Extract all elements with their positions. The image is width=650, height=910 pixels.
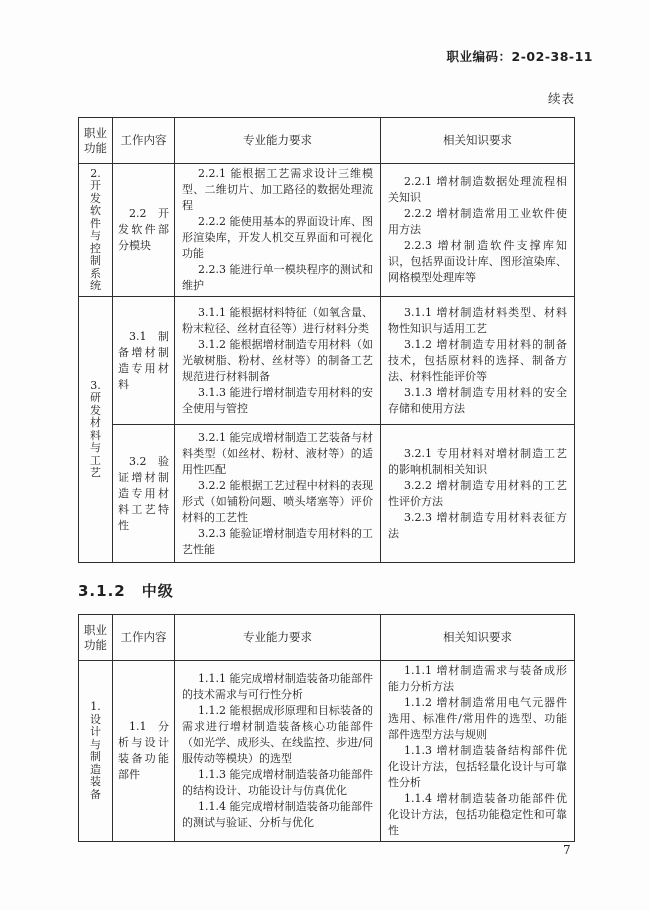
skill-item: 1.1.2 能根据成形原理和目标装备的需求进行增材制造装备核心功能部件（如光学、成形头、在线监控、步进/伺服传动等模块）的选型 [182,704,373,765]
cell-function-dev-software: 2. 开发软件与控制系统 [79,164,113,297]
page-number: 7 [563,843,571,857]
cell-skills-3-1 [175,297,381,425]
skill-item: 3.1.3 能进行增材制造专用材料的安全使用与管控 [182,385,373,415]
skill-item: 3.1.2 能根据增材制造专用材料（如光敏树脂、粉材、丝材等）的制备工艺规范进行材料制备 [182,337,373,383]
col-header-skill-requirements: 专业能力要求 [175,118,381,164]
table-row-materials-3-1 [79,297,575,425]
knowledge-item: 3.2.3 增材制造专用材料表征方法 [388,510,567,540]
skill-item: 2.2.3 能进行单一模块程序的测试和维护 [182,263,373,292]
cell-skills-3-2 [175,425,381,563]
cell-task-3-2: 3.2 验证增材制造专用材料工艺特性 [113,425,175,563]
skill-item: 3.2.3 能验证增材制造专用材料的工艺性能 [182,526,373,556]
table-row-design-equipment [79,661,575,842]
table-continued-header-row [79,118,575,164]
cell-knowledge-3-2 [381,425,575,563]
col-header-occupational-function: 职业功能 [79,615,113,661]
knowledge-item: 2.2.1 增材制造数据处理流程相关知识 [388,175,567,204]
skill-item: 2.2.1 能根据工艺需求设计三维模型、二维切片、加工路径的数据处理流程 [182,167,373,212]
skill-item: 3.2.2 能根据工艺过程中材料的表现形式（如铺粉问题、喷头堵塞等）评价材料的工艺性 [182,478,373,524]
cell-knowledge-1-1 [381,661,575,842]
table-row-dev-software [79,164,575,297]
table-intermediate [78,614,575,842]
cell-knowledge-3-1 [381,297,575,425]
col-header-knowledge-requirements: 相关知识要求 [381,615,575,661]
skill-item: 2.2.2 能使用基本的界面设计库、图形渲染库，开发人机交互界面和可视化功能 [182,215,373,260]
cell-function-design-equipment: 1. 设计与制造装备 [79,661,113,842]
col-header-work-content: 工作内容 [113,615,175,661]
cell-skills-1-1 [175,661,381,842]
col-header-occupational-function: 职业功能 [79,118,113,164]
skill-item: 1.1.4 能完成增材制造装备功能部件的测试与验证、分析与优化 [182,800,373,829]
table-intermediate-header-row [79,615,575,661]
knowledge-item: 2.2.3 增材制造软件支撑库知识，包括界面设计库、图形渲染库、网格模型处理库等 [388,239,567,284]
col-header-work-content: 工作内容 [113,118,175,164]
cell-knowledge-2-2 [381,164,575,297]
cell-skills-2-2 [175,164,381,297]
cell-task-3-1: 3.1 制备增材制造专用材料 [113,297,175,425]
col-header-knowledge-requirements: 相关知识要求 [381,118,575,164]
table-row-materials-3-2 [79,425,575,563]
skill-item: 1.1.3 能完成增材制造装备功能部件的结构设计、功能设计与仿真优化 [182,768,373,797]
knowledge-item: 1.1.3 增材制造装备结构部件优化设计方法，包括轻量化设计与可靠性分析 [388,744,567,789]
continued-table-label: 续表 [547,91,575,106]
cell-task-1-1: 1.1 分析与设计装备功能部件 [113,661,175,842]
skill-item: 3.2.1 能完成增材制造工艺装备与材料类型（如丝材、粉材、液材等）的适用性匹配 [182,430,373,476]
section-heading-intermediate: 3.1.2 中级 [78,582,174,600]
knowledge-item: 1.1.2 增材制造常用电气元器件选用、标准件/常用件的选型、功能部件选型方法与规则 [388,696,567,741]
skill-item: 3.1.1 能根据材料特征（如氧含量、粉末粒径、丝材直径等）进行材料分类 [182,305,373,335]
knowledge-item: 3.2.2 增材制造专用材料的工艺性评价方法 [388,478,567,508]
knowledge-item: 1.1.4 增材制造装备功能部件优化设计方法，包括功能稳定性和可靠性 [388,792,567,837]
knowledge-item: 3.2.1 专用材料对增材制造工艺的影响机制相关知识 [388,446,567,476]
cell-task-2-2: 2.2 开发软件部分模块 [113,164,175,297]
cell-function-rd-materials: 3. 研发材料与工艺 [79,297,113,563]
occupation-code-label: 职业编码：2-02-38-11 [446,49,593,64]
table-continued [78,117,575,563]
knowledge-item: 3.1.3 增材制造专用材料的安全存储和使用方法 [388,385,567,415]
knowledge-item: 2.2.2 增材制造常用工业软件使用方法 [388,207,567,236]
knowledge-item: 1.1.1 增材制造需求与装备成形能力分析方法 [388,664,567,693]
knowledge-item: 3.1.1 增材制造材料类型、材料物性知识与适用工艺 [388,305,567,335]
knowledge-item: 3.1.2 增材制造专用材料的制备技术，包括原材料的选择、制备方法、材料性能评价等 [388,337,567,383]
col-header-skill-requirements: 专业能力要求 [175,615,381,661]
skill-item: 1.1.1 能完成增材制造装备功能部件的技术需求与可行性分析 [182,672,373,701]
